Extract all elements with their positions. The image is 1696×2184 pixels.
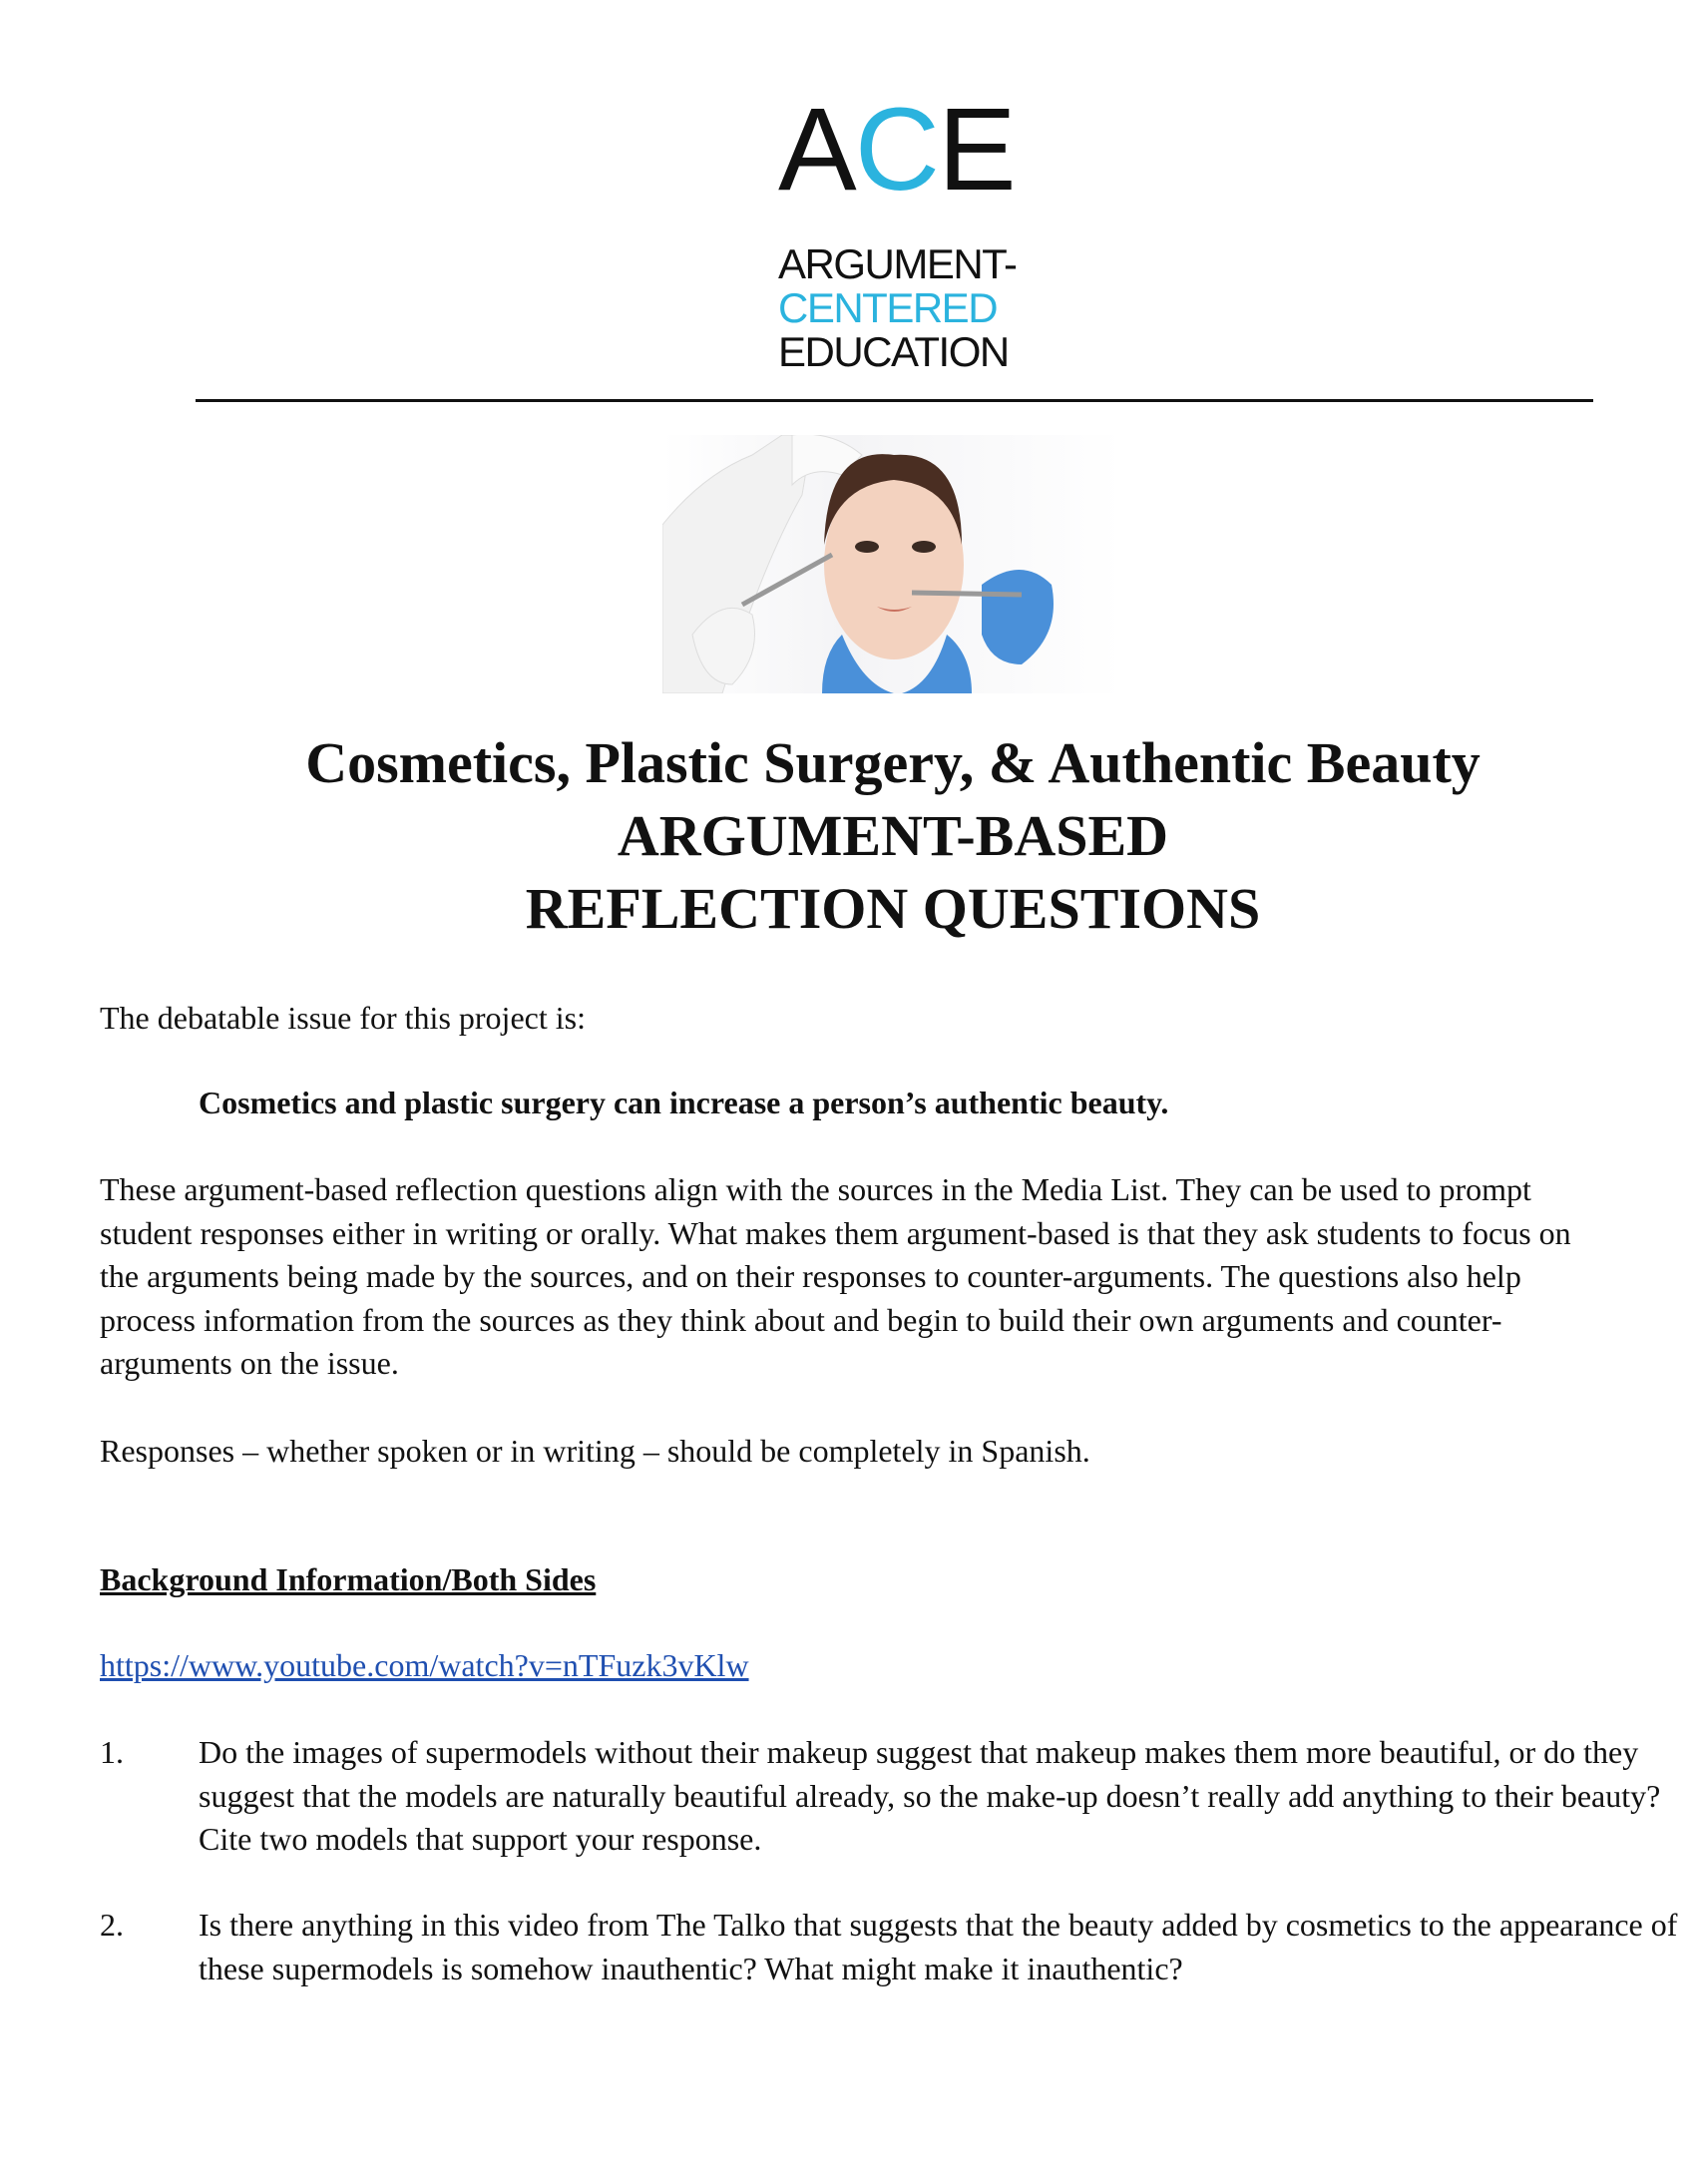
intro-text: The debatable issue for this project is: — [100, 1000, 586, 1036]
cosmetic-injection-photo — [662, 435, 1122, 693]
section-heading: Background Information/Both Sides — [100, 1561, 597, 1597]
document-title — [180, 726, 1606, 945]
logo-ace-letters: ACE — [778, 84, 1015, 216]
header-divider — [196, 399, 1593, 402]
title-line-3: REFLECTION QUESTIONS — [525, 876, 1261, 941]
ace-logo — [778, 84, 1017, 375]
debatable-issue: Cosmetics and plastic surgery can increase a person’s authentic beauty. — [199, 1085, 1169, 1120]
description-paragraph: These argument-based reflection questions align with the sources in the Media List. They can be used to prompt student responses either in writing or orally. What makes them argument-based is that they ask students to focus on the arguments being made by the sources, and on their responses to counter-arguments. The questions also help process information from the sources as they think about and begin to build their own arguments and counter-arguments on the issue. — [100, 1171, 1571, 1381]
title-line-1: Cosmetics, Plastic Surgery, & Authentic Beauty — [305, 730, 1481, 795]
question-number: 2. — [100, 1907, 124, 1943]
youtube-link[interactable]: https://www.youtube.com/watch?v=nTFuzk3vKlw — [100, 1647, 749, 1683]
title-line-2: ARGUMENT-BASED — [617, 803, 1169, 868]
logo-tagline: ARGUMENT- CENTERED EDUCATION — [778, 240, 1017, 375]
question-text: Is there anything in this video from The Talko that suggests that the beauty added by cosmetics to the appearance of these supermodels is somehow inauthentic? What might make it inauthentic? — [199, 1907, 1678, 1986]
responses-note: Responses – whether spoken or in writing – should be completely in Spanish. — [100, 1433, 1090, 1469]
question-number: 1. — [100, 1734, 124, 1770]
question-text: Do the images of supermodels without their makeup suggest that makeup makes them more beautiful, or do they suggest that the models are naturally beautiful already, so the make-up doesn’t really add anything to their beauty? Cite two models that support your response. — [199, 1734, 1661, 1857]
